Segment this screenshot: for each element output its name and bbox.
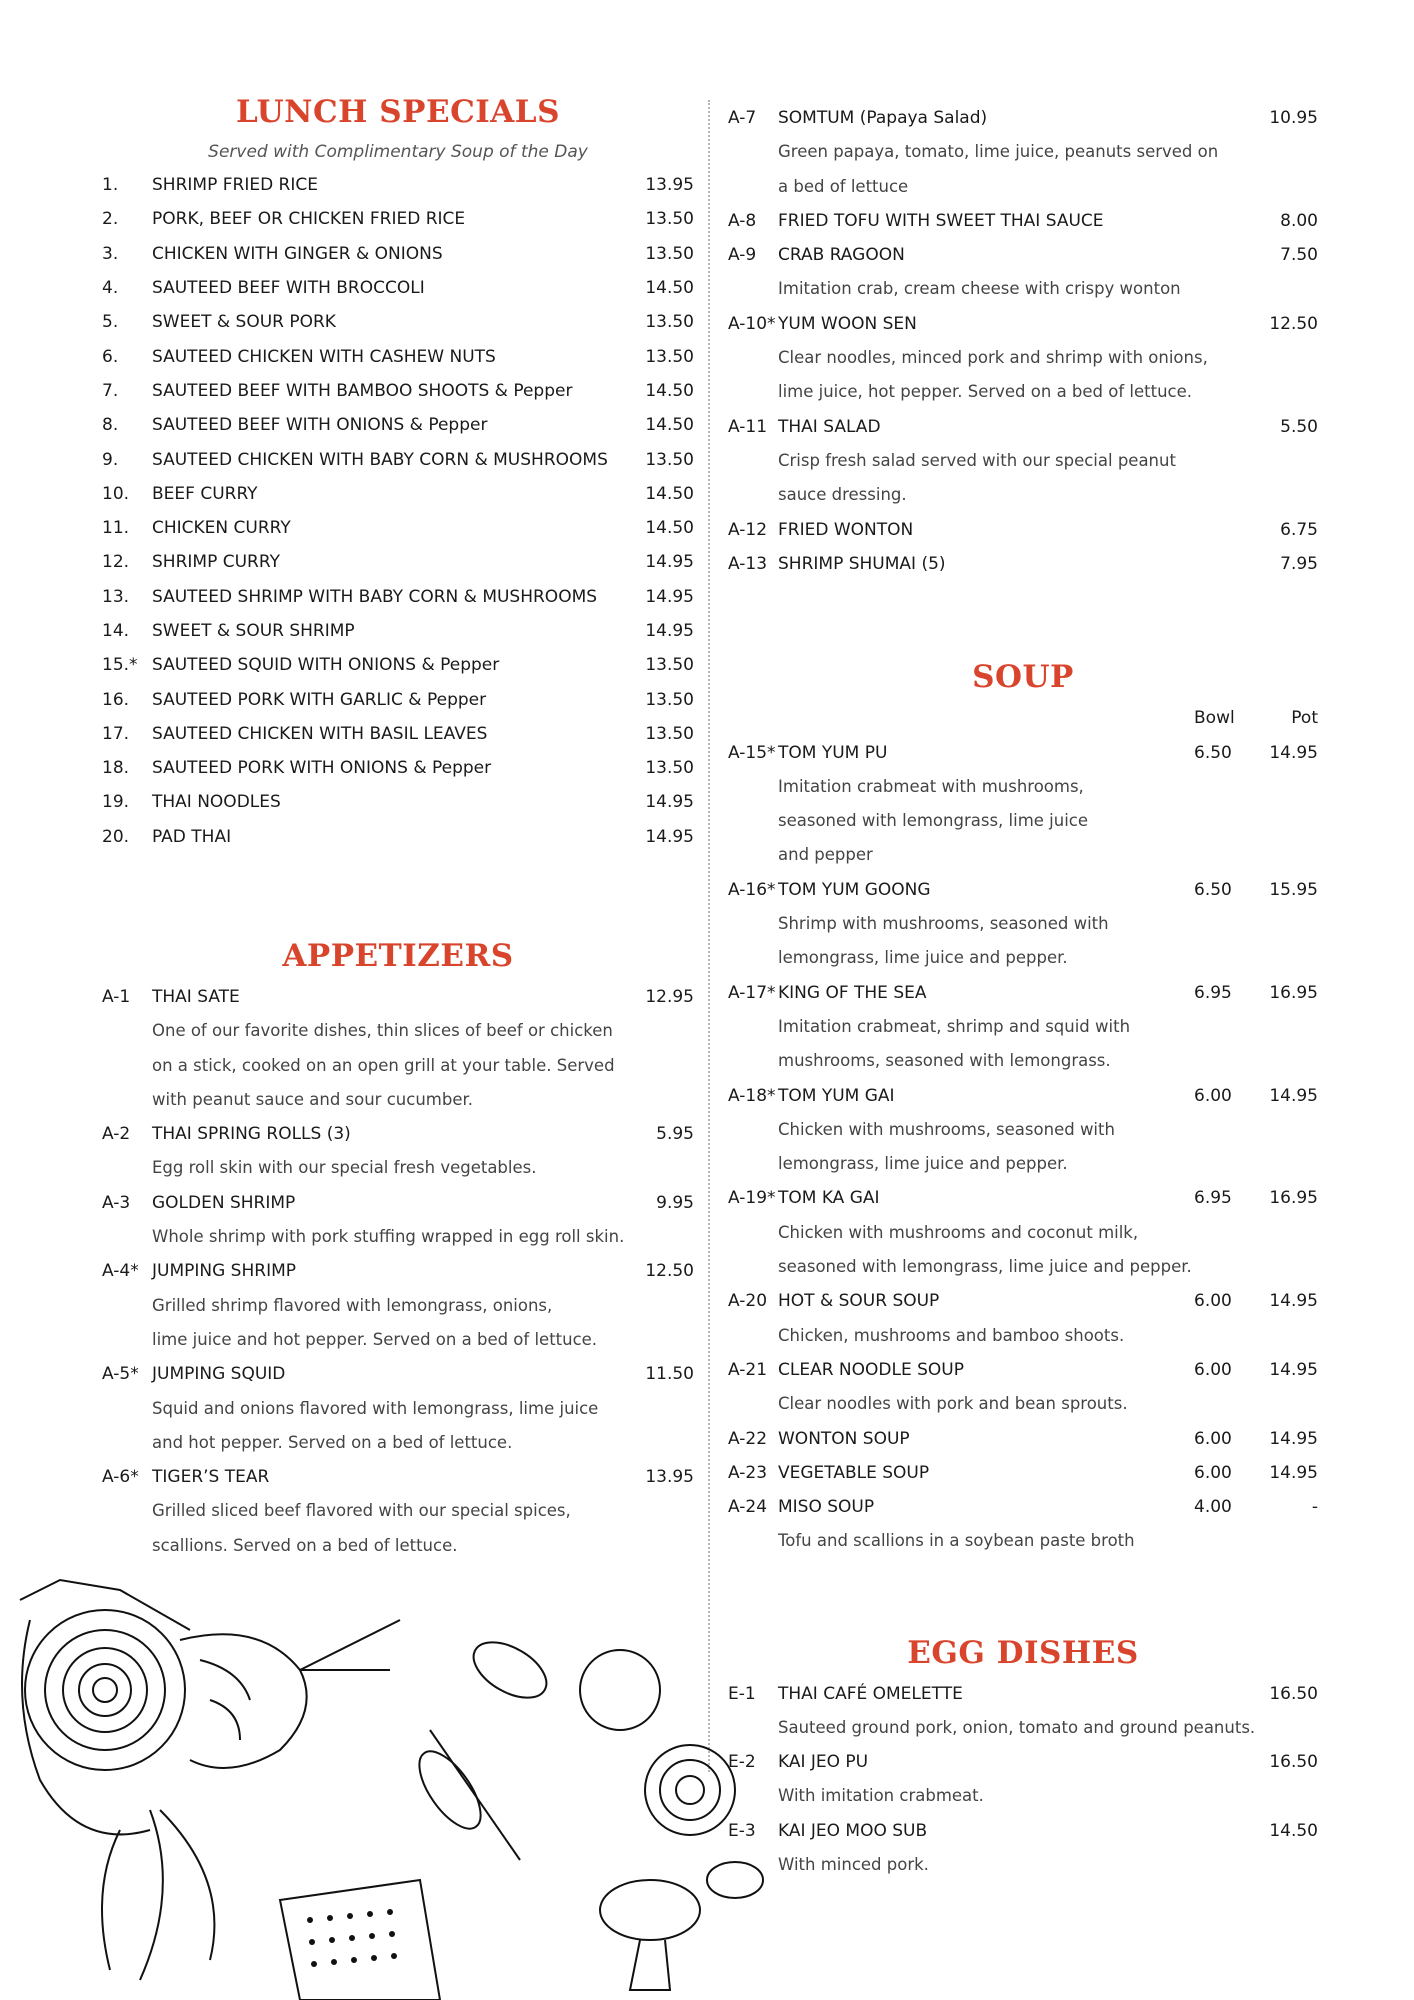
item-name: SAUTEED CHICKEN WITH CASHEW NUTS [152, 346, 496, 367]
item-name: BEEF CURRY [152, 483, 258, 504]
item-price: 14.95 [645, 621, 694, 641]
item-description: lemongrass, lime juice and pepper. [778, 1154, 1068, 1174]
item-number: 4. [102, 278, 119, 299]
item-price: 8.00 [1280, 211, 1318, 232]
soup-list [728, 735, 1318, 1558]
egg-dish-item [728, 1814, 1318, 1848]
item-number: A-8 [728, 211, 757, 232]
item-description: sauce dressing. [778, 485, 907, 505]
item-name: KING OF THE SEA [778, 982, 927, 1003]
item-number: A-21 [728, 1359, 768, 1380]
item-description: Squid and onions flavored with lemongrass, lime juice [152, 1398, 599, 1418]
item-description: on a stick, cooked on an open grill at your table. Served [152, 1055, 615, 1075]
item-description: With imitation crabmeat. [778, 1786, 984, 1806]
item-description: seasoned with lemongrass, lime juice [778, 811, 1089, 831]
item-price: 6.75 [1280, 519, 1318, 540]
right-column [728, 101, 1318, 1882]
appetizer-item [102, 980, 694, 1014]
appetizer-item [102, 1117, 694, 1151]
item-name: SHRIMP SHUMAI (5) [778, 554, 946, 574]
item-price: 13.50 [645, 209, 694, 230]
item-name: KAI JEO PU [778, 1752, 869, 1773]
item-price: 13.50 [645, 758, 694, 779]
lunch-item [102, 442, 694, 476]
item-description: scallions. Served on a bed of lettuce. [152, 1535, 458, 1555]
item-number: 11. [102, 518, 130, 539]
item-description: lemongrass, lime juice and pepper. [778, 948, 1068, 968]
soup-item [728, 976, 1318, 1010]
item-price: 7.50 [1280, 245, 1318, 266]
item-number: A-12 [728, 519, 768, 540]
lunch-item [102, 717, 694, 751]
item-number: 5. [102, 312, 119, 333]
soup-item [728, 1353, 1318, 1387]
item-number: A-9 [728, 245, 757, 266]
item-description: With minced pork. [778, 1855, 929, 1875]
appetizer-item [102, 1186, 694, 1220]
item-description: and pepper [778, 845, 873, 865]
item-price: 13.50 [645, 689, 694, 710]
item-number: 16. [102, 689, 130, 710]
item-price: 14.95 [645, 552, 694, 573]
item-number: 18. [102, 758, 130, 779]
lunch-item [102, 339, 694, 373]
item-name: KAI JEO MOO SUB [778, 1820, 928, 1841]
item-name: SAUTEED BEEF WITH BAMBOO SHOOTS & Pepper [152, 380, 573, 401]
bowl-price: 6.00 [1194, 1359, 1232, 1380]
item-description: Chicken with mushrooms, seasoned with [778, 1119, 1115, 1139]
item-description: Crisp fresh salad served with our special peanut [778, 450, 1176, 470]
item-number: 1. [102, 175, 119, 196]
column-divider [708, 100, 710, 1772]
item-price: 13.50 [645, 723, 694, 744]
item-name: SHRIMP FRIED RICE [152, 175, 318, 196]
bowl-price: 6.00 [1194, 1428, 1232, 1449]
item-name: JUMPING SQUID [152, 1364, 286, 1385]
soup-heading: SOUP [972, 659, 1074, 696]
item-number: A-3 [102, 1192, 131, 1213]
item-number: 19. [102, 792, 130, 813]
item-number: 6. [102, 346, 119, 367]
item-name: THAI NOODLES [152, 792, 281, 813]
item-description: seasoned with lemongrass, lime juice and pepper. [778, 1256, 1192, 1276]
item-price: 14.50 [645, 415, 694, 436]
item-number: A-10* [728, 313, 776, 334]
appetizers-heading: APPETIZERS [282, 937, 514, 974]
soup-item [728, 873, 1318, 907]
item-name: TIGER’S TEAR [152, 1467, 270, 1488]
appetizer-item [728, 204, 1318, 238]
appetizer-item [728, 513, 1318, 547]
item-number: A-20 [728, 1291, 768, 1312]
item-name: HOT & SOUR SOUP [778, 1291, 940, 1312]
item-description: Chicken, mushrooms and bamboo shoots. [778, 1325, 1125, 1345]
item-description: One of our favorite dishes, thin slices of beef or chicken [152, 1021, 613, 1041]
item-price: 14.95 [645, 826, 694, 847]
lunch-item [102, 614, 694, 648]
item-number: A-4* [102, 1261, 139, 1282]
item-number: 3. [102, 243, 119, 264]
lunch-item [102, 580, 694, 614]
item-number: A-24 [728, 1497, 768, 1518]
lunch-item [102, 477, 694, 511]
item-price: 13.50 [645, 312, 694, 333]
item-description: a bed of lettuce [778, 176, 909, 196]
item-name: SAUTEED SHRIMP WITH BABY CORN & MUSHROOMS [152, 586, 598, 607]
item-number: E-2 [728, 1752, 756, 1773]
item-number: A-15* [728, 742, 776, 763]
bowl-price: 6.95 [1194, 1188, 1232, 1209]
item-number: A-11 [728, 416, 768, 437]
item-name: SAUTEED SQUID WITH ONIONS & Pepper [152, 655, 500, 676]
bowl-price: 6.00 [1194, 1085, 1232, 1106]
item-name: SAUTEED PORK WITH ONIONS & Pepper [152, 758, 492, 779]
egg-dish-item [728, 1745, 1318, 1779]
item-price: 13.50 [645, 655, 694, 676]
soup-item [728, 1421, 1318, 1455]
item-number: 17. [102, 723, 130, 744]
lunch-item [102, 751, 694, 785]
item-description: Imitation crabmeat with mushrooms, [778, 776, 1084, 796]
item-price: 14.95 [645, 586, 694, 607]
item-price: 14.95 [645, 792, 694, 813]
bowl-price: 6.00 [1194, 1291, 1232, 1312]
item-price: 12.95 [645, 987, 694, 1008]
item-name: TOM YUM GOONG [778, 879, 931, 900]
soup-column-headers [728, 701, 1318, 735]
item-price: 13.50 [645, 449, 694, 470]
lunch-item [102, 511, 694, 545]
item-price: 13.95 [645, 1467, 694, 1488]
item-name: TOM YUM GAI [778, 1085, 895, 1106]
item-name: THAI CAFÉ OMELETTE [778, 1683, 963, 1704]
bowl-price: 6.50 [1194, 742, 1232, 763]
pot-price: 14.95 [1269, 1462, 1318, 1483]
item-name: SHRIMP CURRY [152, 552, 280, 573]
soup-item [728, 1490, 1318, 1524]
item-description: Green papaya, tomato, lime juice, peanuts served on [778, 142, 1219, 162]
item-name: SAUTEED BEEF WITH BROCCOLI [152, 278, 425, 299]
bowl-price: 6.95 [1194, 982, 1232, 1003]
item-name: TOM YUM PU [778, 742, 888, 763]
item-description: with peanut sauce and sour cucumber. [152, 1089, 473, 1109]
item-name: FRIED WONTON [778, 519, 914, 540]
item-name: THAI SPRING ROLLS (3) [152, 1124, 351, 1145]
item-name: SWEET & SOUR SHRIMP [152, 621, 355, 641]
soup-item [728, 1078, 1318, 1112]
item-number: 8. [102, 415, 119, 436]
item-name: CRAB RAGOON [778, 245, 905, 266]
item-number: 14. [102, 621, 130, 641]
pot-price: 15.95 [1269, 879, 1318, 900]
lunch-item [102, 202, 694, 236]
item-number: A-22 [728, 1428, 768, 1449]
soup-item [728, 1181, 1318, 1215]
item-description: Clear noodles with pork and bean sprouts. [778, 1394, 1128, 1414]
item-price: 16.50 [1269, 1683, 1318, 1704]
pot-price: 14.95 [1269, 742, 1318, 763]
bowl-price: 4.00 [1194, 1497, 1232, 1518]
item-name: MISO SOUP [778, 1497, 875, 1518]
item-description: Egg roll skin with our special fresh vegetables. [152, 1158, 537, 1178]
lunch-item [102, 820, 694, 854]
lunch-item [102, 408, 694, 442]
item-price: 9.95 [656, 1192, 694, 1213]
item-description: Grilled sliced beef flavored with our special spices, [152, 1501, 571, 1521]
item-price: 11.50 [645, 1364, 694, 1385]
item-number: A-13 [728, 554, 768, 574]
item-number: A-23 [728, 1462, 768, 1483]
lunch-item [102, 305, 694, 339]
egg-dish-item [728, 1677, 1318, 1711]
item-description: Imitation crabmeat, shrimp and squid with [778, 1016, 1131, 1036]
item-name: SAUTEED PORK WITH GARLIC & Pepper [152, 689, 487, 710]
pot-price: - [1311, 1497, 1318, 1518]
item-number: A-16* [728, 879, 776, 900]
item-name: PAD THAI [152, 826, 232, 847]
lunch-item [102, 168, 694, 202]
soup-pot-header: Pot [1291, 708, 1318, 729]
soup-bowl-header: Bowl [1194, 708, 1235, 729]
item-name: TOM KA GAI [778, 1188, 880, 1209]
lunch-item [102, 545, 694, 579]
item-price: 13.50 [645, 243, 694, 264]
item-number: A-7 [728, 108, 757, 129]
item-number: A-6* [102, 1467, 139, 1488]
item-number: A-17* [728, 982, 776, 1003]
item-number: 20. [102, 826, 130, 847]
appetizer-item [728, 101, 1318, 135]
item-number: A-18* [728, 1085, 776, 1106]
item-description: Sauteed ground pork, onion, tomato and ground peanuts. [778, 1717, 1256, 1737]
item-number: E-3 [728, 1820, 756, 1841]
item-price: 13.50 [645, 346, 694, 367]
pot-price: 16.95 [1269, 982, 1318, 1003]
item-name: CHICKEN CURRY [152, 518, 291, 539]
lunch-item [102, 785, 694, 819]
item-name: SOMTUM (Papaya Salad) [778, 108, 988, 129]
item-name: SAUTEED BEEF WITH ONIONS & Pepper [152, 415, 488, 436]
pot-price: 14.95 [1269, 1359, 1318, 1380]
item-price: 5.50 [1280, 416, 1318, 437]
appetizer-item [728, 547, 1318, 581]
item-description: Clear noodles, minced pork and shrimp with onions, [778, 348, 1208, 368]
item-name: SAUTEED CHICKEN WITH BABY CORN & MUSHROOMS [152, 449, 608, 470]
pot-price: 14.95 [1269, 1291, 1318, 1312]
appetizer-item [728, 307, 1318, 341]
item-description: lime juice and hot pepper. Served on a bed of lettuce. [152, 1329, 598, 1349]
appetizer-item [728, 410, 1318, 444]
item-name: VEGETABLE SOUP [778, 1462, 930, 1483]
appetizer-item [102, 1460, 694, 1494]
item-name: SWEET & SOUR PORK [152, 312, 336, 333]
appetizers-list [102, 980, 694, 1563]
lunch-item [102, 374, 694, 408]
soup-item [728, 735, 1318, 769]
egg-dishes-list [728, 1677, 1318, 1883]
soup-item [728, 1284, 1318, 1318]
item-description: Chicken with mushrooms and coconut milk, [778, 1222, 1139, 1242]
item-price: 16.50 [1269, 1752, 1318, 1773]
item-description: Tofu and scallions in a soybean paste broth [778, 1531, 1135, 1551]
item-price: 14.50 [645, 483, 694, 504]
item-description: mushrooms, seasoned with lemongrass. [778, 1051, 1111, 1071]
item-price: 5.95 [656, 1124, 694, 1145]
appetizer-item [102, 1357, 694, 1391]
item-number: 7. [102, 380, 119, 401]
lunch-item [102, 682, 694, 716]
item-price: 14.50 [645, 278, 694, 299]
item-number: 2. [102, 209, 119, 230]
item-number: 13. [102, 586, 130, 607]
item-price: 14.50 [645, 380, 694, 401]
item-price: 10.95 [1269, 108, 1318, 129]
lunch-specials-heading: LUNCH SPECIALS [236, 94, 560, 130]
item-name: THAI SALAD [778, 416, 881, 437]
item-number: 10. [102, 483, 130, 504]
pot-price: 14.95 [1269, 1428, 1318, 1449]
item-number: 12. [102, 552, 130, 573]
item-number: A-19* [728, 1188, 776, 1209]
item-name: WONTON SOUP [778, 1428, 910, 1449]
lunch-item [102, 648, 694, 682]
appetizer-item [728, 238, 1318, 272]
soup-item [728, 1456, 1318, 1490]
item-price: 7.95 [1280, 554, 1318, 574]
lunch-item [102, 237, 694, 271]
egg-dishes-heading: EGG DISHES [907, 1634, 1139, 1671]
item-number: A-5* [102, 1364, 139, 1385]
item-number: E-1 [728, 1683, 756, 1704]
item-number: A-1 [102, 987, 131, 1008]
item-description: Grilled shrimp flavored with lemongrass, onions, [152, 1295, 553, 1315]
item-description: lime juice, hot pepper. Served on a bed of lettuce. [778, 382, 1193, 402]
item-name: SAUTEED CHICKEN WITH BASIL LEAVES [152, 723, 488, 744]
left-column [102, 88, 694, 1563]
item-name: GOLDEN SHRIMP [152, 1192, 296, 1213]
item-price: 14.50 [1269, 1820, 1318, 1841]
item-number: 15.* [102, 655, 138, 676]
pot-price: 14.95 [1269, 1085, 1318, 1106]
lunch-item [102, 271, 694, 305]
item-price: 13.95 [645, 175, 694, 196]
item-description: Shrimp with mushrooms, seasoned with [778, 913, 1109, 933]
bowl-price: 6.50 [1194, 879, 1232, 900]
appetizer-item [102, 1254, 694, 1288]
seafood-illustration [0, 1560, 780, 2000]
item-description: Imitation crab, cream cheese with crispy wonton [778, 279, 1181, 299]
bowl-price: 6.00 [1194, 1462, 1232, 1483]
item-name: JUMPING SHRIMP [152, 1261, 297, 1282]
item-description: and hot pepper. Served on a bed of lettuce. [152, 1432, 513, 1452]
pot-price: 16.95 [1269, 1188, 1318, 1209]
item-price: 12.50 [1269, 313, 1318, 334]
item-name: YUM WOON SEN [778, 313, 917, 334]
item-name: CLEAR NOODLE SOUP [778, 1359, 964, 1380]
item-name: CHICKEN WITH GINGER & ONIONS [152, 243, 443, 264]
lunch-specials-list [102, 168, 694, 854]
item-name: PORK, BEEF OR CHICKEN FRIED RICE [152, 209, 466, 230]
item-name: FRIED TOFU WITH SWEET THAI SAUCE [778, 211, 1104, 232]
item-number: 9. [102, 449, 119, 470]
lunch-specials-subtitle: Served with Complimentary Soup of the Day [208, 142, 588, 162]
item-number: A-2 [102, 1124, 131, 1145]
item-price: 14.50 [645, 518, 694, 539]
item-price: 12.50 [645, 1261, 694, 1282]
item-description: Whole shrimp with pork stuffing wrapped in egg roll skin. [152, 1227, 625, 1247]
item-name: THAI SATE [152, 987, 240, 1008]
appetizers-continued-list [728, 101, 1318, 581]
